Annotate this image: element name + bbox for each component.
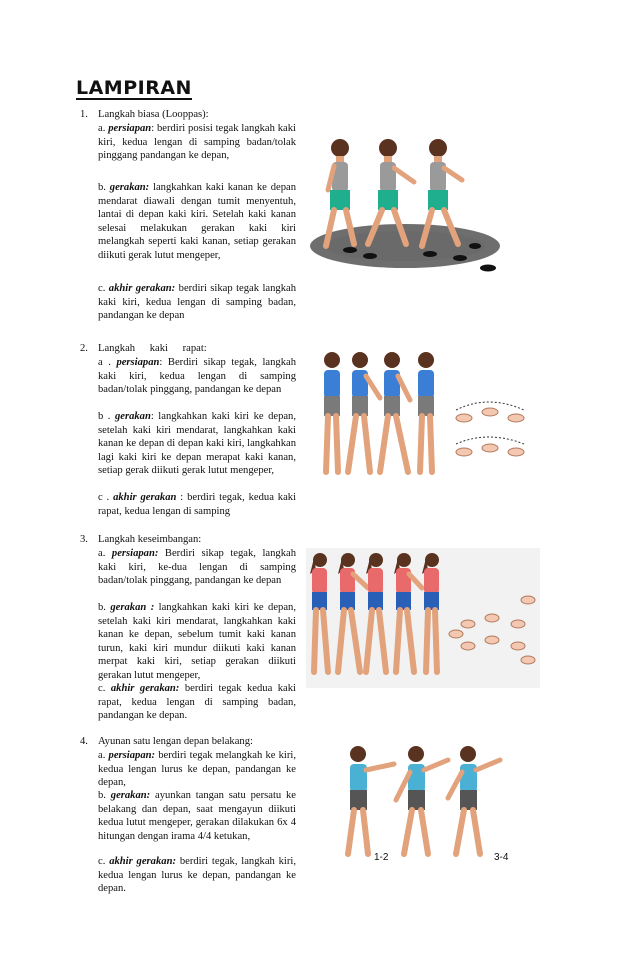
- walker-figure: [418, 352, 434, 472]
- paragraph: c. akhir gerakan: berdiri tegak kedua kaki rapat, kedua lengan di samping badan, pandangan ke depan.: [98, 683, 297, 722]
- paragraph: c. akhir gerakan: berdiri tegak, langkah kiri, kedua lengan lurus ke depan, pandangan ke depan.: [98, 856, 296, 895]
- page-title: LAMPIRAN: [76, 77, 192, 99]
- item-heading: Langkah biasa (Looppas):: [98, 109, 209, 120]
- walker-figure: [380, 352, 410, 472]
- langkah-rapat-illustration: [318, 348, 533, 483]
- walker-figure: [348, 746, 394, 854]
- langkah-keseimbangan-illustration: [306, 548, 540, 688]
- walker-figure: [448, 746, 500, 854]
- item-number: 4.: [80, 736, 88, 747]
- paragraph: a. persiapan: berdiri posisi tegak langkah kaki kiri, kedua lengan di samping badan/tolak pinggang pandangan ke depan,: [98, 123, 296, 162]
- paragraph: b . gerakan: langkahkan kaki kiri ke depan, setelah kaki kiri mendarat, langkahkan kaki kanan ke depan di depan kaki kiri, langkahkan lagi kaki kiri ke depan merapat kaki kanan, setiap gerak diikuti gerak lutut mengeper,: [98, 411, 297, 477]
- paragraph: b. gerakan: ayunkan tangan satu persatu ke belakang dan depan, saat mengayun diikuti kedua lutut mengeper, gerakan dilakukan 6x 4 hitungan dengan irama 4/4 ketukan,: [98, 790, 296, 842]
- looppas-illustration: [310, 128, 510, 278]
- paragraph: c . akhir gerakan : berdiri tegak, kedua kaki rapat, kedua lengan di samping: [98, 492, 297, 517]
- paragraph: b. gerakan : langkahkan kaki kiri ke depan, setelah kaki kiri mendarat, langkahkan kaki kanan ke depan, sebelum tumit kaki kanan turun, kaki kiri mundur diikuti kaki kanan merpat kaki kiri, setiap gerakan diikuti gerakan lutut mengeper,: [98, 602, 296, 681]
- item-number: 1.: [80, 109, 88, 120]
- ayunan-lengan-illustration: [340, 742, 510, 860]
- walker-figure: [396, 746, 448, 854]
- item-heading: Langkah kaki rapat:: [98, 343, 207, 354]
- paragraph: a. persiapan: berdiri tegak melangkah ke kiri, kedua lengan lurus ke depan, pandangan ke depan,: [98, 750, 296, 789]
- caption-right: 3-4: [494, 852, 509, 863]
- paragraph: a . persiapan: Berdiri sikap tegak, langkah kaki kiri, kedua lengan di samping badan/tolak pinggang, pandangan ke depan: [98, 357, 297, 396]
- walker-figure: [324, 352, 340, 472]
- item-heading: Langkah keseimbangan:: [98, 534, 202, 545]
- caption-left: 1-2: [374, 852, 389, 863]
- item-number: 2.: [80, 343, 88, 354]
- paragraph: c. akhir gerakan: berdiri sikap tegak langkah kaki kiri, kedua lengan di samping badan, pandangan ke depan: [98, 283, 297, 322]
- footprints: [456, 408, 524, 456]
- item-number: 3.: [80, 534, 88, 545]
- walker-figure: [348, 352, 380, 472]
- walker-figure: [326, 139, 354, 246]
- paragraph: b. gerakan: langkahkan kaki kanan ke depan mendarat diawali dengan tumit menyentuh, lantai di depan kaki kiri. Setelah kaki kanan selesai melakukan gerakan kaki kiri melangkah seperti kaki kanan, setiap gerakan diikuti gerak lutut mengeper,: [98, 182, 296, 261]
- item-heading: Ayunan satu lengan depan belakang:: [98, 736, 253, 747]
- paragraph: a. persiapan: Berdiri sikap tegak, langkah kaki kiri, ke-dua lengan di samping badan/tolak pinggang, pandangan ke depan: [98, 548, 296, 587]
